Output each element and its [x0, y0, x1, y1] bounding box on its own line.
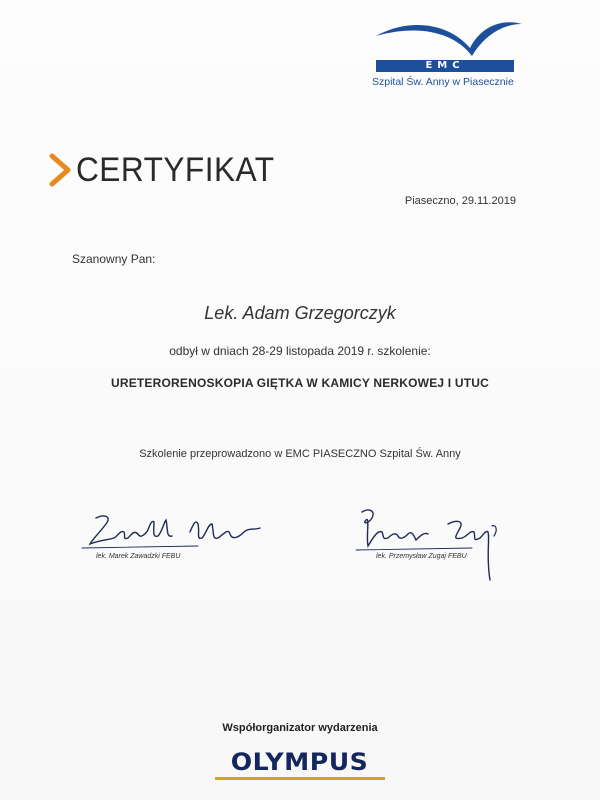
signature-left [78, 510, 268, 554]
hospital-name: Szpital Św. Anny w Piasecznie [372, 76, 514, 88]
title-row [48, 150, 289, 190]
orange-arrow-icon [48, 153, 74, 187]
course-title: URETERORENOSKOPIA GIĘTKA W KAMICY NERKOWEJ I UTUC [110, 376, 490, 390]
training-location: Szkolenie przeprowadzono w EMC PIASECZNO Szpital Św. Anny [139, 448, 461, 460]
salutation: Szanowny Pan: [72, 252, 156, 266]
olympus-underline [215, 777, 385, 780]
signature-caption-left: lek. Marek Zawadzki FEBU [96, 553, 181, 560]
signature-caption-right: lek. Przemysław Zugaj FEBU [376, 553, 467, 560]
emc-logo [368, 14, 528, 94]
recipient-name: Lek. Adam Grzegorczyk [204, 303, 396, 323]
gull-wings-icon [368, 14, 528, 64]
coorganizer-label: Współorganizator wydarzenia [222, 722, 378, 734]
certificate-title: CERTYFIKAT [76, 150, 275, 189]
olympus-logo: OLYMPUS [231, 748, 369, 776]
completion-statement: odbył w dniach 28-29 listopada 2019 r. szkolenie: [169, 344, 431, 358]
emc-logo-text: EMC [376, 60, 514, 72]
signature-right [352, 506, 502, 586]
sponsor-logo-block [0, 750, 600, 780]
issue-date: Piaseczno, 29.11.2019 [404, 195, 516, 207]
